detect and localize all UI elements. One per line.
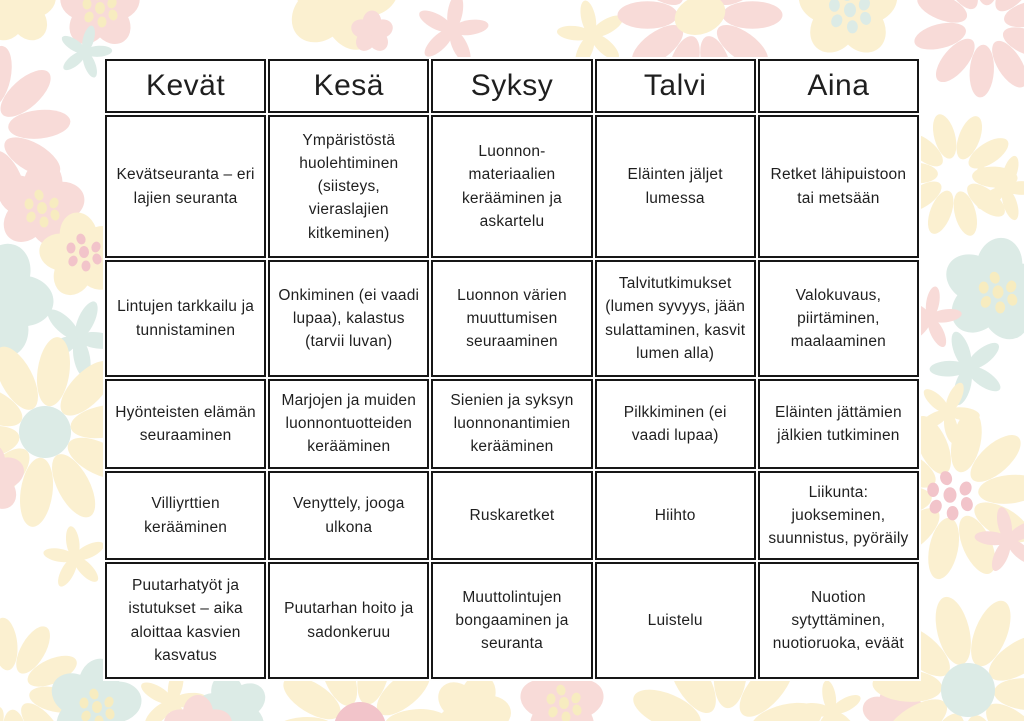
activity-cell: Puutarhan hoito ja sadonkeruu [268,562,429,679]
activity-cell: Puutarhatyöt ja istutukset – aika aloittaa kasvien kasvatus [105,562,266,679]
table-row [105,471,919,561]
activity-cell: Villiyrttien kerääminen [105,471,266,561]
activity-cell: Ruskaretket [431,471,592,561]
activity-cell: Sienien ja syksyn luonnonantimien kerääminen [431,379,592,469]
activity-cell: Venyttely, jooga ulkona [268,471,429,561]
activity-cell: Luonnon värien muuttumisen seuraaminen [431,260,592,377]
header-kesa: Kesä [268,59,429,113]
activity-cell: Talvitutkimukset (lumen syvyys, jään sulattaminen, kasvit lumen alla) [595,260,756,377]
seasonal-activities-table [103,57,921,681]
activity-cell: Eläinten jättämien jälkien tutkiminen [758,379,919,469]
table-row [105,115,919,258]
activity-cell: Liikunta: juokseminen, suunnistus, pyöräily [758,471,919,561]
activity-cell: Retket lähipuistoon tai metsään [758,115,919,258]
activity-cell: Valokuvaus, piirtäminen, maalaaminen [758,260,919,377]
header-row [105,59,919,113]
activity-cell: Onkiminen (ei vaadi lupaa), kalastus (tarvii luvan) [268,260,429,377]
header-kevat: Kevät [105,59,266,113]
header-aina: Aina [758,59,919,113]
table-row [105,379,919,469]
activity-cell: Marjojen ja muiden luonnontuotteiden kerääminen [268,379,429,469]
activity-cell: Hyönteisten elämän seuraaminen [105,379,266,469]
table-row [105,562,919,679]
activity-cell: Luonnon-materiaalien kerääminen ja askartelu [431,115,592,258]
table-row [105,260,919,377]
activity-cell: Eläinten jäljet lumessa [595,115,756,258]
activity-cell: Hiihto [595,471,756,561]
header-talvi: Talvi [595,59,756,113]
header-syksy: Syksy [431,59,592,113]
activity-cell: Lintujen tarkkailu ja tunnistaminen [105,260,266,377]
activity-cell: Pilkkiminen (ei vaadi lupaa) [595,379,756,469]
activity-cell: Ympäristöstä huolehtiminen (siisteys, vieraslajien kitkeminen) [268,115,429,258]
activity-cell: Luistelu [595,562,756,679]
activity-cell: Muuttolintujen bongaaminen ja seuranta [431,562,592,679]
activity-cell: Nuotion sytyttäminen, nuotioruoka, eväät [758,562,919,679]
activity-cell: Kevätseuranta – eri lajien seuranta [105,115,266,258]
